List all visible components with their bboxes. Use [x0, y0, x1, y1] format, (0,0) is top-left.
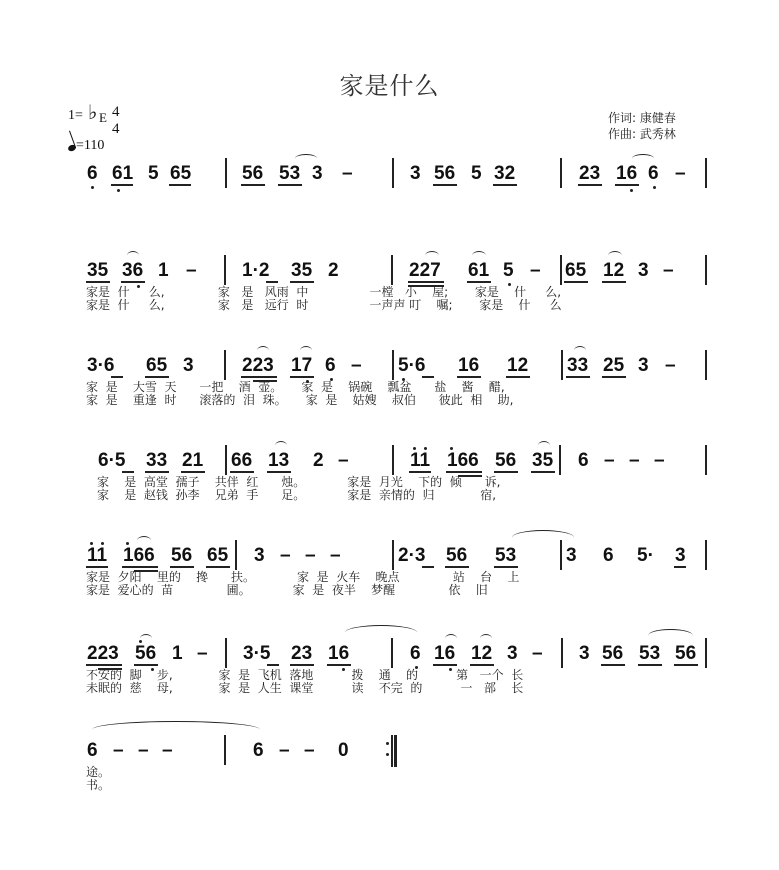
key-signature — [68, 102, 120, 137]
time-signature-bottom: 4 — [112, 121, 120, 137]
lyric-end-2: 书。 — [86, 778, 111, 792]
composer: 作曲: 武秀林 — [608, 127, 676, 141]
barline — [225, 158, 227, 188]
end-barline-thick — [394, 735, 397, 767]
note: 3 — [312, 163, 323, 184]
note: 6 — [87, 163, 98, 184]
lyrics-verse-2: 家是 什 么, 家 是 远行 时 一声声 叮 嘱; 家是 什 么 — [86, 298, 562, 312]
key-note: E — [99, 110, 107, 125]
dash: – — [342, 163, 353, 184]
barline — [392, 158, 394, 188]
flat-icon: ♭ — [88, 102, 98, 124]
barline — [705, 158, 707, 188]
song-title: 家是什么 — [339, 72, 440, 100]
time-signature-top: 4 — [112, 104, 120, 120]
note: 16 — [616, 163, 638, 184]
lyrics-verse-1: 家是 什 么, 家 是 风雨 中 一樘 小 屋; 家是 什 么, — [86, 285, 562, 299]
note: 23 — [579, 163, 601, 184]
note: 32 — [494, 163, 516, 184]
key-do-label: 1= — [68, 108, 83, 123]
note: 3 — [410, 163, 421, 184]
note: 56 — [242, 163, 264, 184]
barline — [560, 158, 562, 188]
repeat-dot — [386, 742, 389, 745]
note: 5 — [148, 163, 159, 184]
lyric-end-1: 途。 — [86, 765, 111, 779]
repeat-dot — [386, 753, 389, 756]
lyricist: 作词: 康健春 — [608, 111, 676, 125]
tempo-marking — [68, 138, 104, 154]
note: 56 — [434, 163, 456, 184]
note: 5 — [471, 163, 482, 184]
credits — [608, 110, 676, 142]
note: 53 — [279, 163, 301, 184]
note: 65 — [170, 163, 192, 184]
note: 6 — [648, 163, 659, 184]
note: 61 — [112, 163, 134, 184]
tempo-value: =110 — [76, 138, 105, 153]
end-barline-thin — [391, 735, 393, 767]
slur — [295, 154, 317, 163]
dash: – — [675, 163, 686, 184]
